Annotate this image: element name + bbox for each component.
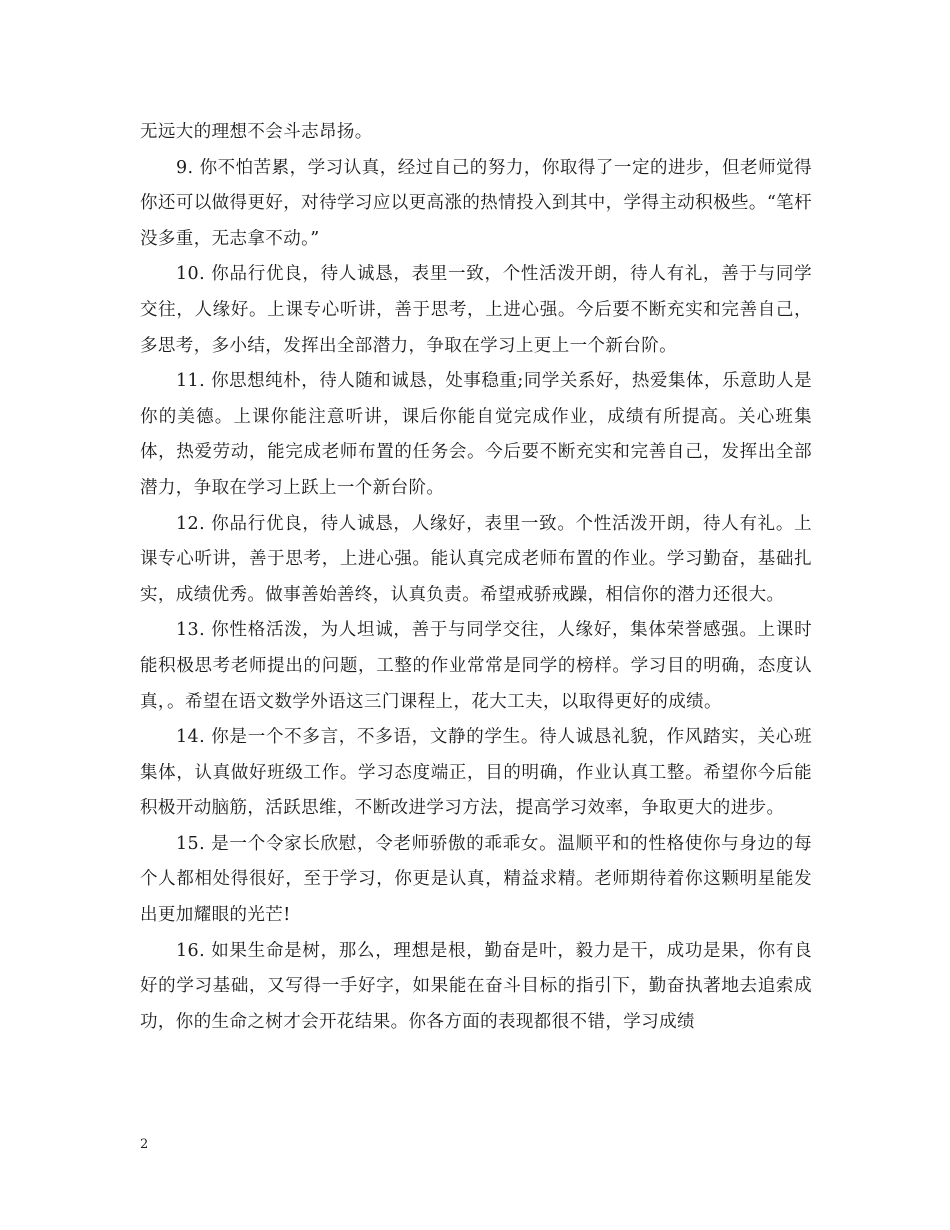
paragraph-item-9: 9. 你不怕苦累，学习认真，经过自己的努力，你取得了一定的进步，但老师觉得你还可以做得更好，对待学习应以更高涨的热情投入到其中，学得主动积极些。“笔杆没多重，无志拿不动。” [140, 157, 812, 249]
paragraph-item-15: 15. 是一个令家长欣慰，令老师骄傲的乖乖女。温顺平和的性格使你与身边的每个人都相处得很好，至于学习，你更是认真，精益求精。老师期待着你这颗明星能发出更加耀眼的光芒! [140, 833, 812, 926]
paragraph-item-11: 11. 你思想纯朴，待人随和诚恳，处事稳重;同学关系好，热爱集体，乐意助人是你的美德。上课你能注意听讲，课后你能自觉完成作业，成绩有所提高。关心班集体，热爱劳动，能完成老师布置的任务会。今后要不断充实和完善自己，发挥出全部潜力，争取在学习上跃上一个新台阶。 [140, 371, 812, 498]
paragraph-item-14: 14. 你是一个不多言，不多语，文静的学生。待人诚恳礼貌，作风踏实，关心班集体，认真做好班级工作。学习态度端正，目的明确，作业认真工整。希望你今后能积极开动脑筋，活跃思维，不断改进学习方法，提高学习效率，争取更大的进步。 [140, 727, 812, 819]
paragraph-item-13: 13. 你性格活泼，为人坦诚，善于与同学交往，人缘好，集体荣誉感强。上课时能积极思考老师提出的问题，工整的作业常常是同学的榜样。学习目的明确，态度认真，。希望在语文数学外语这三门课程上，花大工夫，以取得更好的成绩。 [140, 620, 812, 712]
paragraph-item-12: 12. 你品行优良，待人诚恳，人缘好，表里一致。个性活泼开朗，待人有礼。上课专心听讲，善于思考，上进心强。能认真完成老师布置的作业。学习勤奋，基础扎实，成绩优秀。做事善始善终，认真负责。希望戒骄戒躁，相信你的潜力还很大。 [140, 513, 812, 605]
paragraph-item-10: 10. 你品行优良，待人诚恳，表里一致，个性活泼开朗，待人有礼，善于与同学交往，人缘好。上课专心听讲，善于思考，上进心强。今后要不断充实和完善自己，多思考，多小结，发挥出全部潜力，争取在学习上更上一个新台阶。 [140, 264, 812, 356]
paragraph-item-16: 16. 如果生命是树，那么，理想是根，勤奋是叶，毅力是干，成功是果，你有良好的学习基础，又写得一手好字，如果能在奋斗目标的指引下，勤奋执著地去追索成功，你的生命之树才会开花结果。你各方面的表现都很不错，学习成绩 [140, 940, 812, 1032]
document-body [140, 115, 812, 1040]
page-number: 2 [140, 1137, 149, 1152]
paragraph-continuation: 无远大的理想不会斗志昂扬。 [140, 122, 373, 142]
